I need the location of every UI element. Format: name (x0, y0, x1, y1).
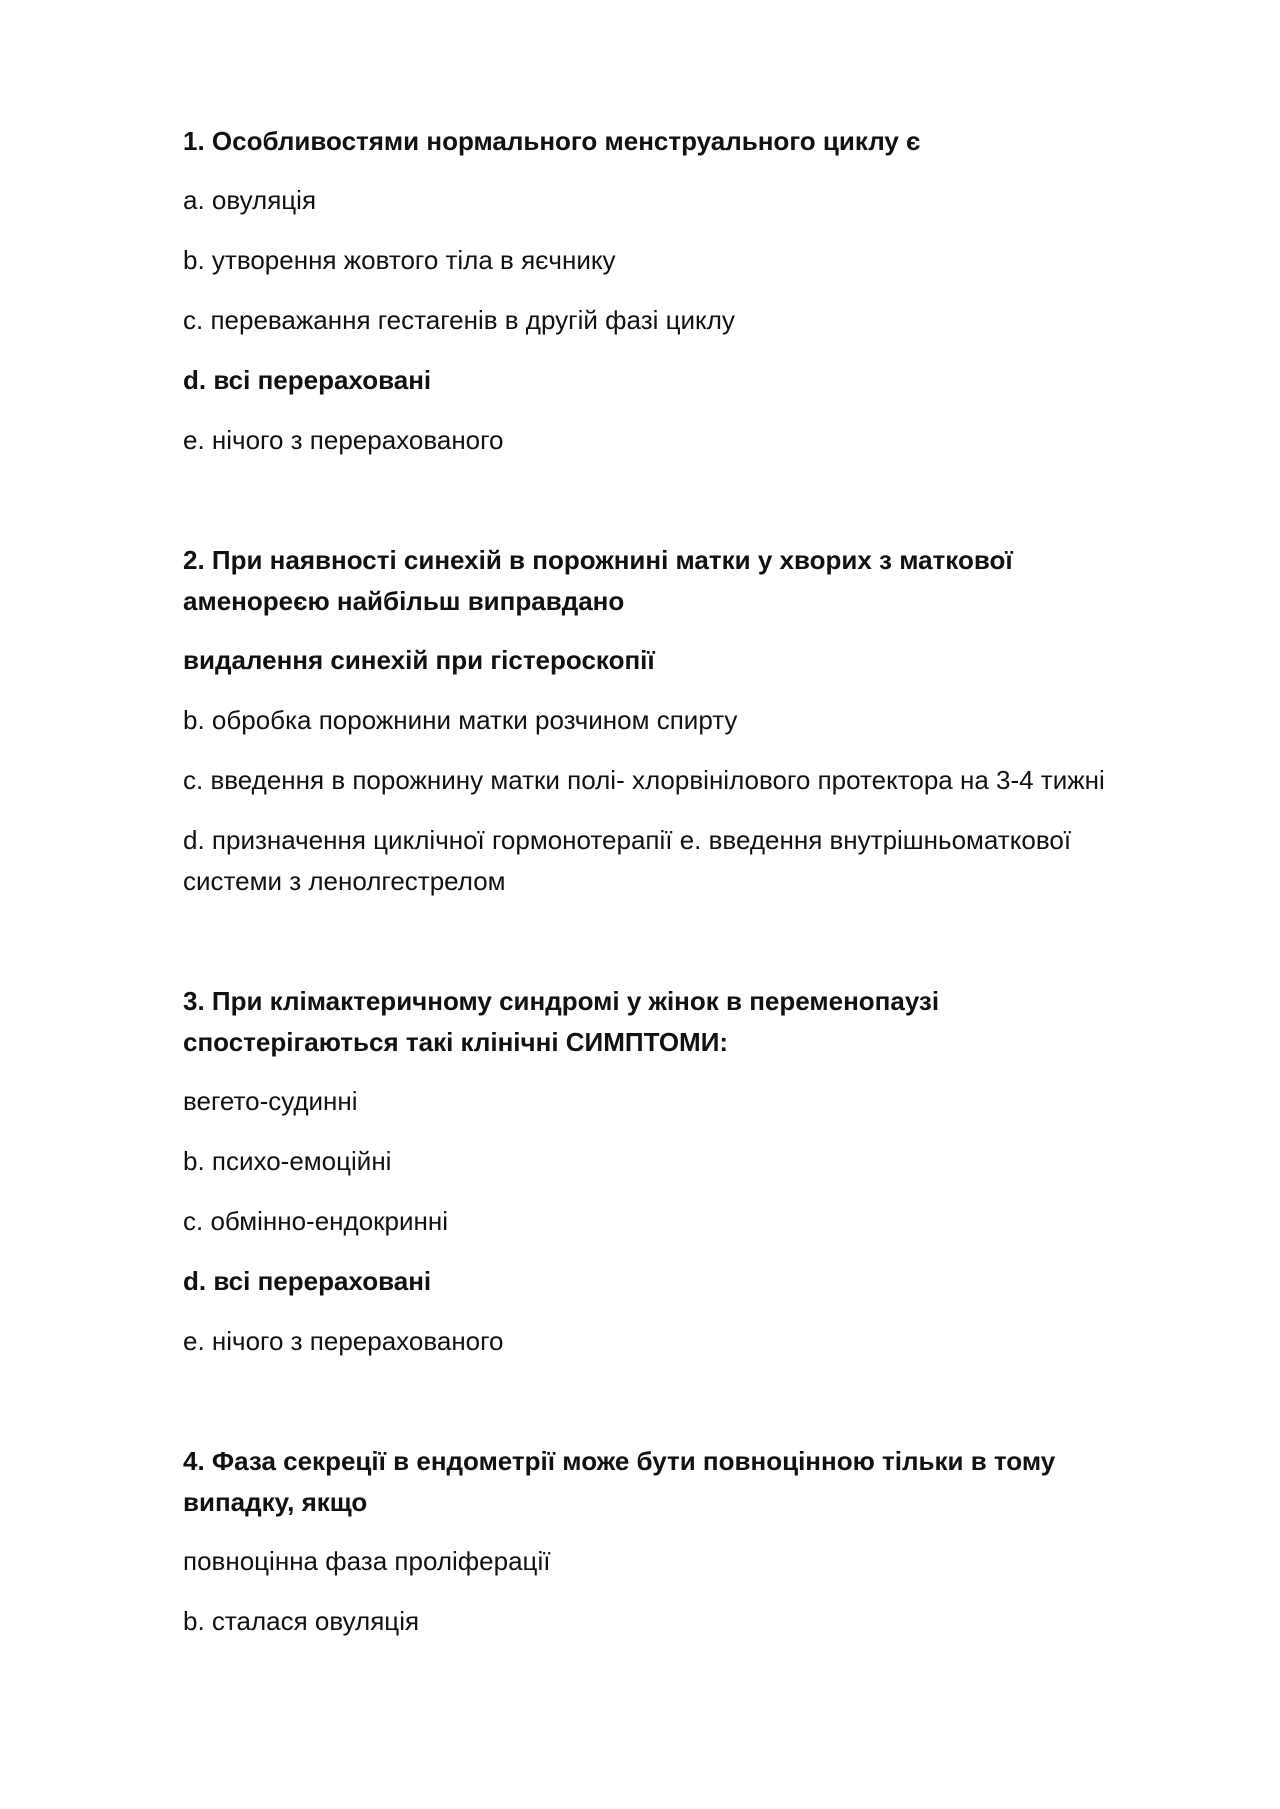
question-title: 1. Особливостями нормального менструального циклу є (183, 126, 921, 156)
answer-option-correct: d. всі перераховані (183, 1266, 432, 1296)
answer-option: b. утворення жовтого тіла в яєчнику (183, 245, 616, 275)
answer-option: c. переважання гестагенів в другій фазі циклу (183, 305, 735, 335)
answer-option: повноцінна фаза проліферації (183, 1546, 551, 1576)
answer-option: b. психо-емоційні (183, 1146, 392, 1176)
answer-option: e. нічого з перерахованого (183, 425, 504, 455)
question-4 (183, 1441, 1130, 1642)
question-title: 4. Фаза секреції в ендометрії може бути повноцінною тільки в тому випадку, якщо (183, 1446, 1056, 1517)
question-1 (183, 121, 1130, 461)
question-2 (183, 540, 1130, 902)
answer-option: вегето-судинні (183, 1086, 358, 1116)
answer-option: d. призначення циклічної гормонотерапії e. введення внутрішньоматкової системи з ленолгестрелом (183, 825, 1072, 896)
answer-option: b. обробка порожнини матки розчином спирту (183, 705, 738, 735)
answer-option: b. сталася овуляція (183, 1606, 420, 1636)
answer-option: a. овуляція (183, 185, 317, 215)
answer-option-correct: d. всі перераховані (183, 365, 432, 395)
question-3 (183, 981, 1130, 1362)
answer-option: e. нічого з перерахованого (183, 1326, 504, 1356)
spacer (183, 480, 1130, 540)
answer-option: c. обмінно-ендокринні (183, 1206, 449, 1236)
answer-option-correct: видалення синехій при гістероскопії (183, 645, 655, 675)
question-title: 2. При наявності синехій в порожнині матки у хворих з маткової аменореєю найбільш виправдано (183, 545, 1013, 616)
spacer (183, 1381, 1130, 1441)
question-title: 3. При клімактеричному синдромі у жінок в переменопаузі спостерігаються такі клінічні СИМПТОМИ: (183, 986, 940, 1057)
answer-option: c. введення в порожнину матки полі- хлорвінілового протектора на 3-4 тижні (183, 765, 1105, 795)
spacer (183, 921, 1130, 981)
